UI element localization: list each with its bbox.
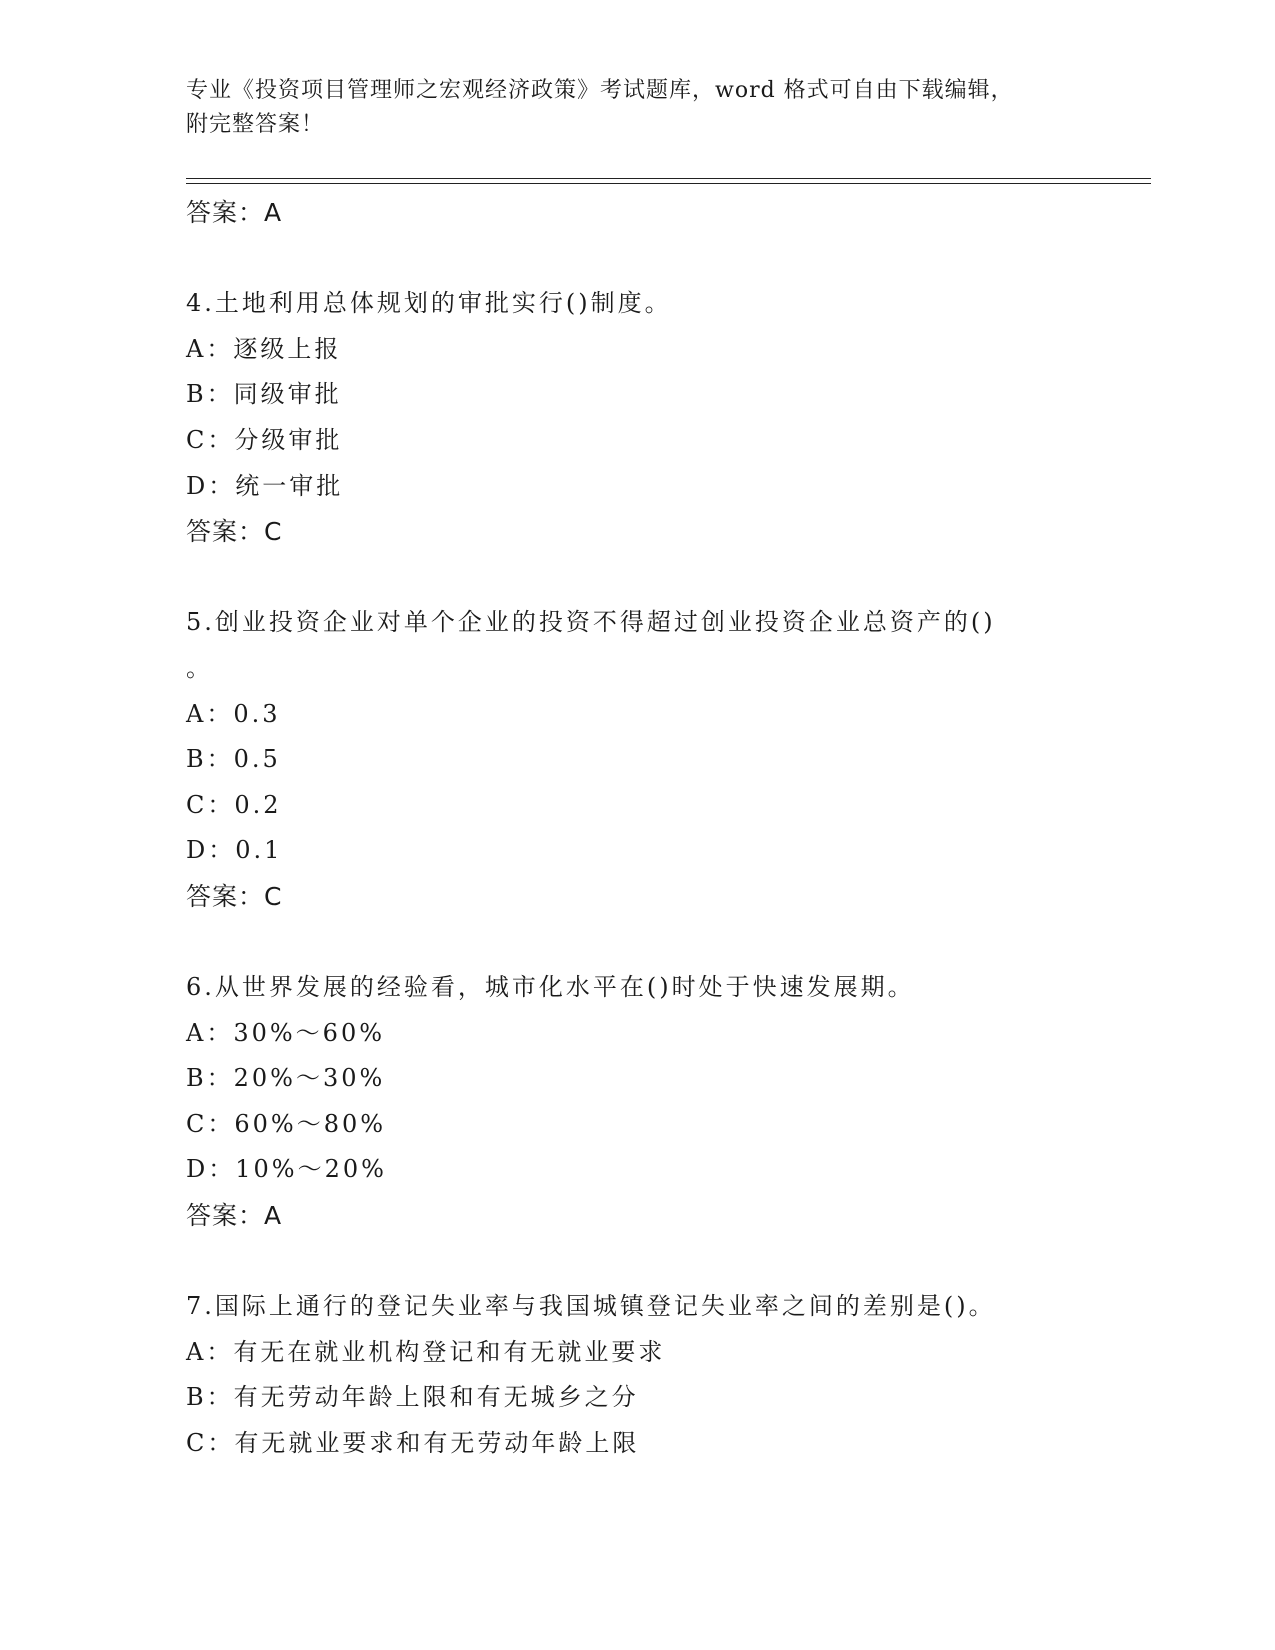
spacer xyxy=(186,555,1086,601)
option-b: B：有无劳动年龄上限和有无城乡之分 xyxy=(186,1383,639,1412)
spacer xyxy=(186,236,1086,282)
option-c: C：分级审批 xyxy=(186,425,343,454)
question-stem: 5.创业投资企业对单个企业的投资不得超过创业投资企业总资产的() xyxy=(186,608,996,637)
answer-line: 答案：C xyxy=(186,881,283,911)
option-c: C：0.2 xyxy=(186,790,282,819)
answer-line: 答案：A xyxy=(186,198,283,227)
spacer xyxy=(186,920,1086,966)
header-divider-top xyxy=(186,178,1151,179)
option-a: A：30%～60% xyxy=(186,1018,386,1047)
question-stem: 7.国际上通行的登记失业率与我国城镇登记失业率之间的差别是()。 xyxy=(186,1292,996,1321)
option-d: D：10%～20% xyxy=(186,1155,387,1184)
option-c: C：60%～80% xyxy=(186,1109,387,1138)
header-divider-bottom xyxy=(186,183,1151,184)
option-d: D：0.1 xyxy=(186,836,283,865)
header-line-1: 专业《投资项目管理师之宏观经济政策》考试题库，word 格式可自由下载编辑， xyxy=(186,78,1014,103)
answer-line: 答案：C xyxy=(186,517,283,547)
option-a: A：0.3 xyxy=(186,699,281,728)
option-b: B：20%～30% xyxy=(186,1064,386,1093)
spacer xyxy=(186,1239,1086,1285)
option-d: D：统一审批 xyxy=(186,471,344,500)
option-a: A：有无在就业机构登记和有无就业要求 xyxy=(186,1337,666,1366)
answer-line: 答案：A xyxy=(186,1201,283,1231)
header-line-2: 附完整答案！ xyxy=(186,112,325,137)
document-header xyxy=(186,74,1086,142)
option-c: C：有无就业要求和有无劳动年龄上限 xyxy=(186,1429,640,1458)
option-b: B：0.5 xyxy=(186,745,281,774)
option-a: A：逐级上报 xyxy=(186,334,342,363)
question-stem: 4.土地利用总体规划的审批实行()制度。 xyxy=(186,289,672,318)
question-list xyxy=(186,190,1086,1467)
question-stem-continuation: 。 xyxy=(186,653,213,682)
question-stem: 6.从世界发展的经验看，城市化水平在()时处于快速发展期。 xyxy=(186,973,915,1002)
option-b: B：同级审批 xyxy=(186,380,342,409)
